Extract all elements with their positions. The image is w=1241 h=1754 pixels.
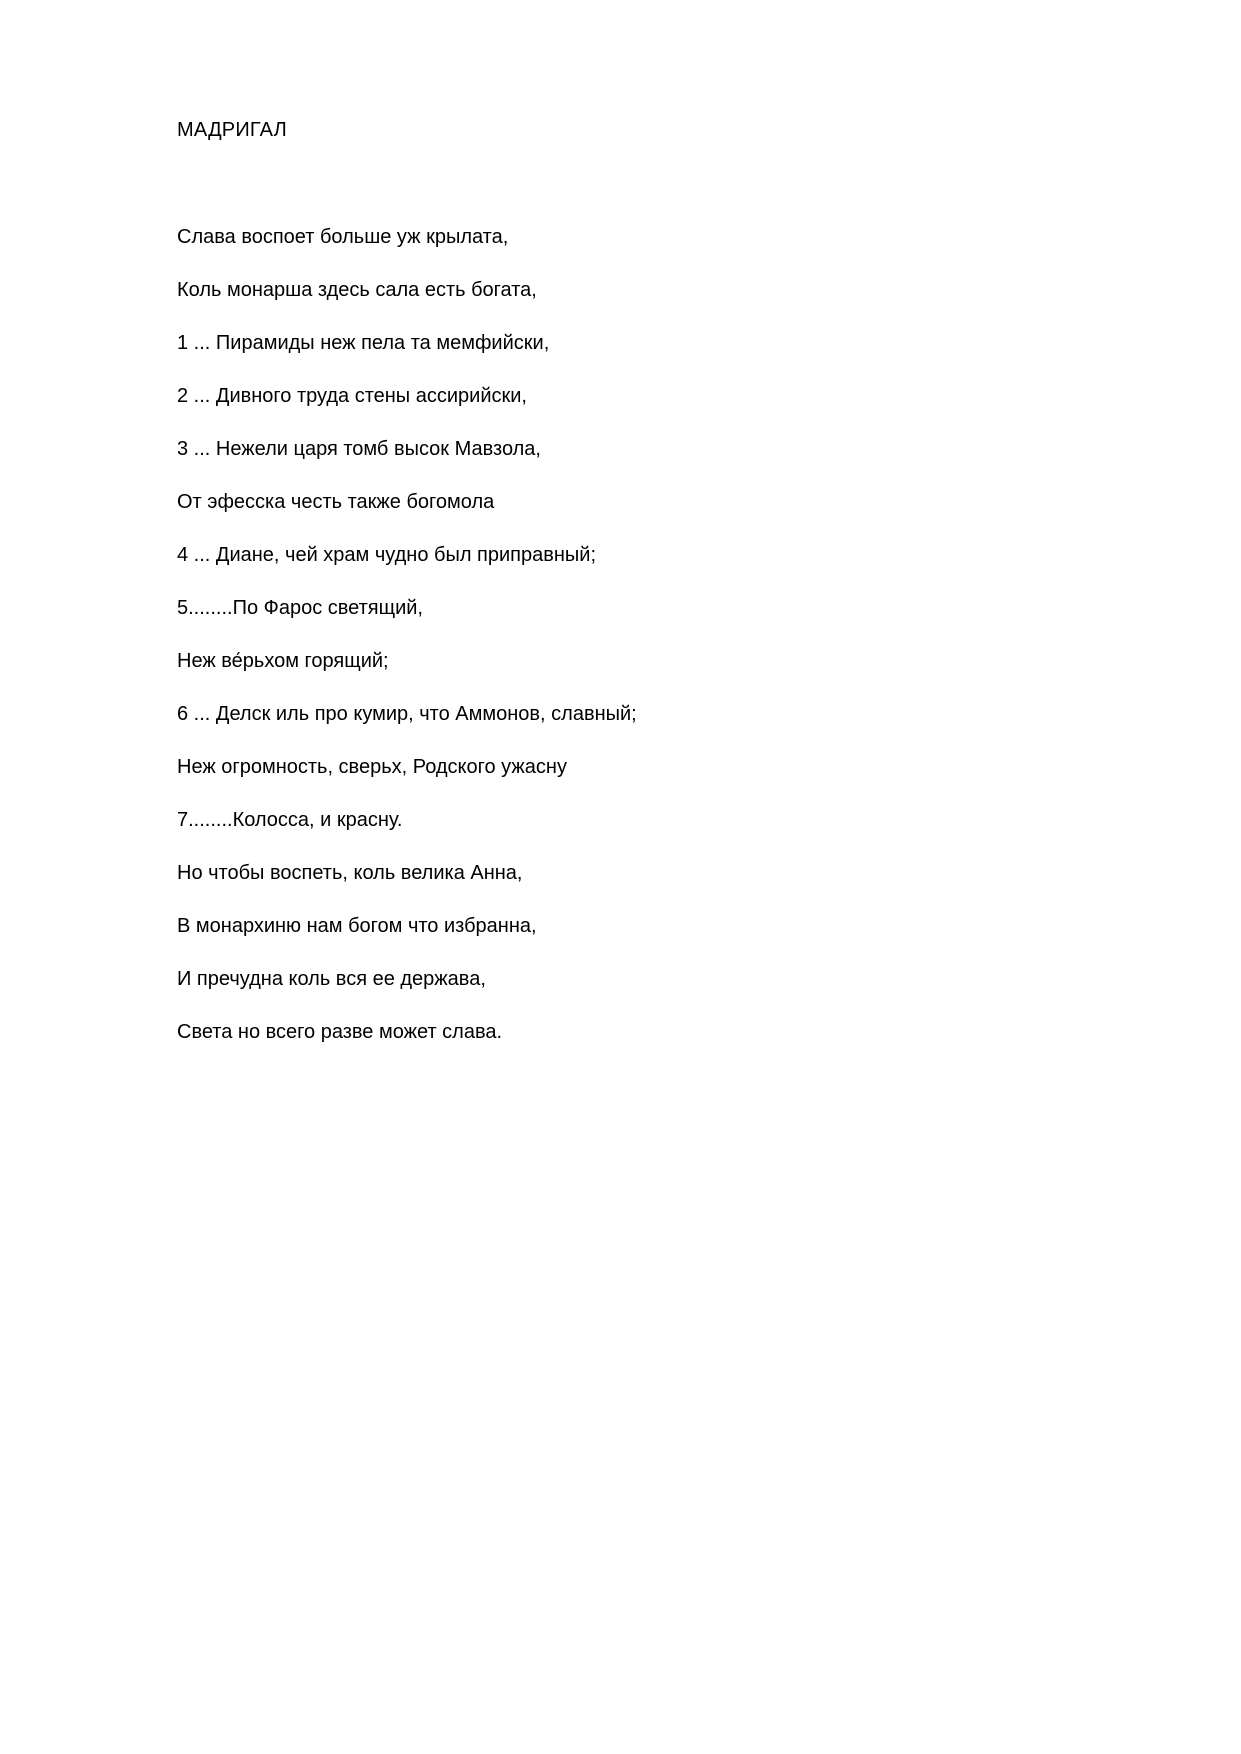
poem-line: Коль монарша здесь сала есть богата,: [177, 279, 537, 301]
poem-line: Света но всего разве может слава.: [177, 1021, 503, 1043]
poem-line: От эфесска честь также богомола: [177, 491, 495, 513]
poem-line: 7........Колосса, и красну.: [177, 809, 403, 831]
poem-line: 3 ... Нежели царя томб высок Мавзола,: [177, 438, 541, 460]
poem-line: Слава воспоет больше уж крылата,: [177, 226, 509, 248]
poem-line: Неж ве́рьхом горящий;: [177, 650, 389, 672]
poem-line: 1 ... Пирамиды неж пела та мемфийски,: [177, 332, 550, 354]
poem-line: 2 ... Дивного труда стены ассирийски,: [177, 385, 527, 407]
poem-line: 5........По Фарос светящий,: [177, 597, 423, 619]
poem-line: 6 ... Делск иль про кумир, что Аммонов, славный;: [177, 703, 637, 725]
poem-title: МАДРИГАЛ: [177, 119, 287, 141]
poem-line: И пречудна коль вся ее держава,: [177, 968, 486, 990]
poem-line: Неж огромность, сверьх, Родского ужасну: [177, 756, 567, 778]
poem-line: Но чтобы воспеть, коль велика Анна,: [177, 862, 523, 884]
poem-line: 4 ... Диане, чей храм чудно был приправный;: [177, 544, 597, 566]
poem-line: В монархиню нам богом что избранна,: [177, 915, 537, 937]
poem-body: [177, 225, 637, 1073]
